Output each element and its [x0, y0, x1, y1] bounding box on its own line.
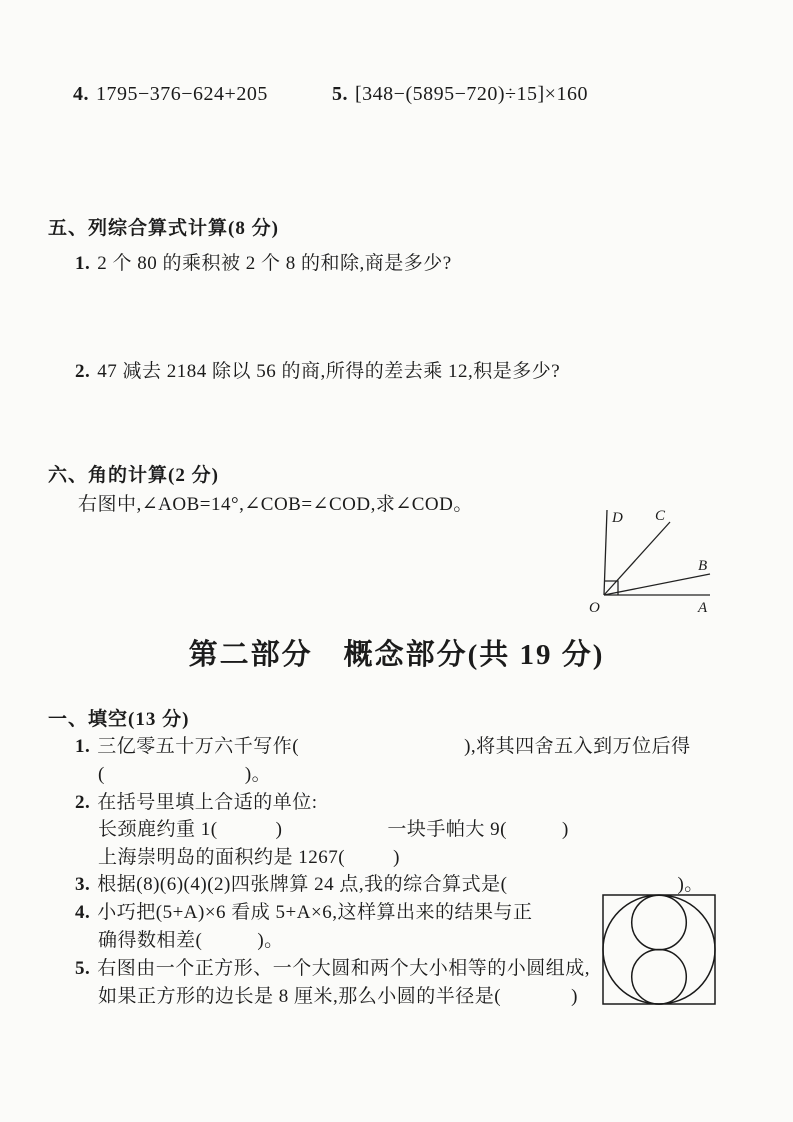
fill-q4-line1 [75, 897, 532, 924]
fill-q4-line2 [98, 925, 284, 952]
fill-q2-line3-close: ) [393, 847, 400, 868]
answer-blank [105, 779, 245, 780]
fill-q5-number: 5. [75, 958, 91, 979]
fill-in-title: 一、填空(13 分) [48, 709, 190, 730]
problem-4-expression: 1795−376−624+205 [96, 83, 268, 105]
small-circle-top [632, 895, 687, 950]
fill-q1-line2 [98, 759, 271, 786]
answer-blank [218, 834, 276, 835]
question-2-number: 2. [75, 361, 91, 382]
answer-blank [345, 862, 393, 863]
ray-OD [604, 510, 607, 595]
section-six-title: 六、角的计算(2 分) [48, 465, 219, 486]
answer-blank [299, 751, 464, 752]
fill-q5-line1 [75, 953, 590, 980]
angle-label-D: D [612, 510, 623, 526]
fill-q2-unit2-pre: 一块手帕大 9( [387, 819, 507, 840]
part-two-header: 第二部分 概念部分(共 19 分) [188, 639, 605, 671]
question-1-number: 1. [75, 253, 91, 274]
fill-q1-line2-post: )。 [244, 764, 272, 785]
fill-q2-line1-text: 在括号里填上合适的单位: [97, 792, 318, 813]
fill-q2-number: 2. [75, 792, 91, 813]
fill-q1-line2-pre: ( [98, 764, 105, 785]
angle-label-A: A [698, 600, 708, 616]
fill-q2-line1 [75, 787, 318, 814]
fill-q2-unit1-close: ) [275, 819, 283, 840]
problem-5-number: 5. [332, 83, 348, 105]
fill-q2-line3 [98, 842, 400, 869]
question-1-text: 2 个 80 的乘积被 2 个 8 的和除,商是多少? [97, 253, 452, 274]
fill-q1-line1-post: ),将其四舍五入到万位后得 [464, 736, 691, 757]
section-five-question-1 [75, 248, 452, 275]
answer-blank [507, 834, 562, 835]
fill-q1-line1-pre: 三亿零五十万六千写作( [97, 736, 300, 757]
fill-q3-post: )。 [677, 874, 704, 895]
fill-q3-pre: 根据(8)(6)(4)(2)四张牌算 24 点,我的综合算式是( [97, 874, 508, 895]
section-five-question-2 [75, 356, 560, 383]
problem-5-expression: [348−(5895−720)÷15]×160 [355, 83, 588, 105]
angle-label-O: O [589, 600, 600, 616]
answer-blank [202, 945, 257, 946]
fill-q5-line1-text: 右图由一个正方形、一个大圆和两个大小相等的小圆组成, [97, 958, 591, 979]
fill-q2-unit1-pre: 长颈鹿约重 1( [98, 819, 218, 840]
fill-q1-number: 1. [75, 736, 91, 757]
square-circles-figure [600, 890, 720, 1010]
fill-q2-line3-pre: 上海崇明岛的面积约是 1267( [98, 847, 346, 868]
problem-5 [332, 83, 588, 106]
angle-label-C: C [655, 508, 666, 524]
fill-q5-line2-post: ) [571, 986, 578, 1007]
fill-q5-line2-pre: 如果正方形的边长是 8 厘米,那么小圆的半径是( [98, 986, 502, 1007]
section-six-statement: 右图中,∠AOB=14°,∠COB=∠COD,求∠COD。 [78, 494, 473, 515]
small-circle-bottom [632, 950, 687, 1005]
fill-q5-line2 [98, 981, 578, 1008]
fill-q4-line1-text: 小巧把(5+A)×6 看成 5+A×6,这样算出来的结果与正 [97, 902, 533, 923]
question-2-text: 47 减去 2184 除以 56 的商,所得的差去乘 12,积是多少? [97, 361, 561, 382]
angle-label-B: B [698, 558, 708, 574]
section-five-title: 五、列综合算式计算(8 分) [48, 218, 279, 239]
problem-4 [73, 83, 268, 106]
angle-diagram [586, 502, 731, 620]
fill-q2-line2 [98, 814, 569, 841]
fill-q4-line2-post: )。 [257, 930, 284, 951]
fill-q4-number: 4. [75, 902, 91, 923]
fill-q4-line2-pre: 确得数相差( [98, 930, 203, 951]
fill-q2-unit2-close: ) [561, 819, 569, 840]
fill-q3-number: 3. [75, 874, 91, 895]
problem-4-number: 4. [73, 83, 89, 105]
column-spacer [282, 834, 387, 835]
fill-q1-line1 [75, 731, 691, 758]
answer-blank [501, 1001, 571, 1002]
